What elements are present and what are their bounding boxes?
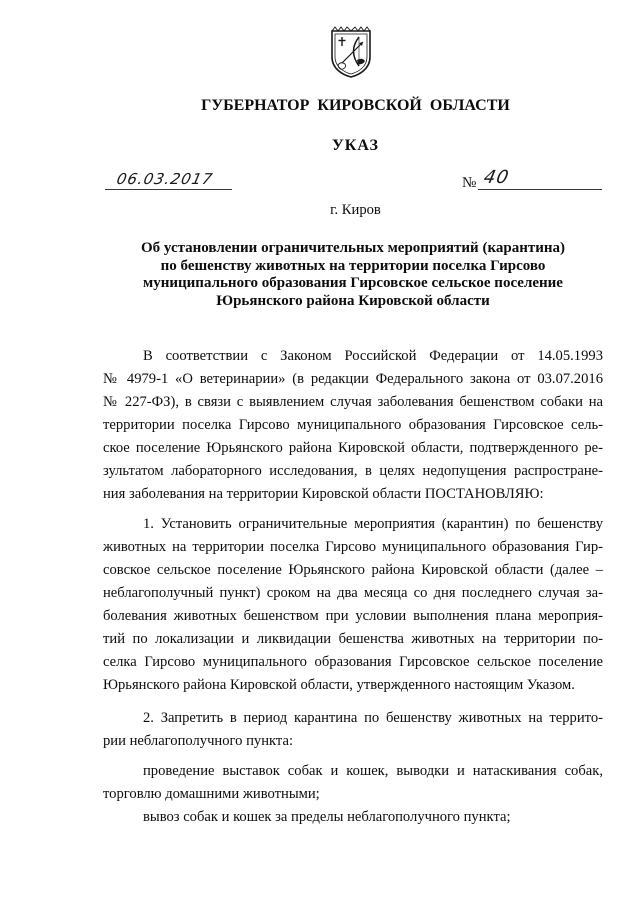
handwritten-number: 40 <box>481 167 512 188</box>
number-field <box>478 166 602 190</box>
paragraph-item-1 <box>103 513 603 697</box>
document-title <box>103 240 603 311</box>
body-line: территории поселка Гирсово муниципального образования Гирсовское сель- <box>103 417 603 433</box>
title-line: Об установлении ограничительных мероприятий (карантина) <box>140 240 565 256</box>
body-line: селка Гирсово муниципального образования Гирсовское сельское поселение <box>103 654 603 670</box>
paragraph-preamble <box>103 345 603 506</box>
title-line: Юрьянского района Кировской области <box>216 293 490 310</box>
issuing-authority: ГУБЕРНАТОР КИРОВСКОЙ ОБЛАСТИ <box>201 97 510 114</box>
body-line: рии неблагополучного пункта: <box>103 733 294 749</box>
title-line: муниципального образования Гирсовское сельское поселение <box>143 275 563 292</box>
coat-of-arms-drawing <box>329 25 373 79</box>
body-line: № 227-ФЗ), в связи с выявлением случая заболевания бешенством собаки на <box>103 394 603 410</box>
paragraph-item-2 <box>103 707 603 753</box>
paragraph-subitem-exhibitions <box>103 760 603 806</box>
body-line: 2. Запретить в период карантина по бешенству животных на террито- <box>143 710 603 726</box>
body-line: В соответствии с Законом Российской Федерации от 14.05.1993 <box>143 348 603 364</box>
document-type: УКАЗ <box>332 137 379 154</box>
body-line: 1. Установить ограничительные мероприятия (карантин) по бешенству <box>143 516 603 532</box>
body-line: животных на территории поселка Гирсово муниципального образования Гир- <box>103 539 603 555</box>
body-line: проведение выставок собак и кошек, выводки и натаскивания собак, <box>143 763 603 779</box>
coat-of-arms-icon <box>329 25 373 79</box>
body-line: зультатом лабораторного исследования, в целях недопущения распростране- <box>103 463 603 479</box>
body-line: торговлю домашними животными; <box>103 786 320 802</box>
body-line: ния заболевания на территории Кировской области ПОСТАНОВЛЯЮ: <box>103 486 544 502</box>
body-line: ское поселение Юрьянского района Кировской области, подтвержденного ре- <box>103 440 603 456</box>
paragraph-subitem-export <box>103 806 603 829</box>
body-line: неблагополучный пункт) сроком на два месяца со дня последнего случая за- <box>103 585 603 601</box>
body-line: совское сельское поселение Юрьянского района Кировской области (далее – <box>103 562 603 578</box>
body-line: тий по локализации и ликвидации бешенства животных на территории по- <box>103 631 603 647</box>
body-line: вывоз собак и кошек за пределы неблагополучного пункта; <box>143 809 511 825</box>
date-field <box>105 168 232 190</box>
city-of-issue: г. Киров <box>330 202 381 218</box>
title-line: по бешенству животных на территории поселка Гирсово <box>160 257 546 274</box>
handwritten-date: 06.03.2017 <box>115 170 215 188</box>
body-line: Юрьянского района Кировской области, утвержденного настоящим Указом. <box>103 677 575 693</box>
body-line: болевания животных бешенством при условии выполнения плана мероприя- <box>103 608 603 624</box>
number-sign: № <box>462 175 477 191</box>
body-line: № 4979-1 «О ветеринарии» (в редакции Федерального закона от 03.07.2016 <box>103 371 603 387</box>
